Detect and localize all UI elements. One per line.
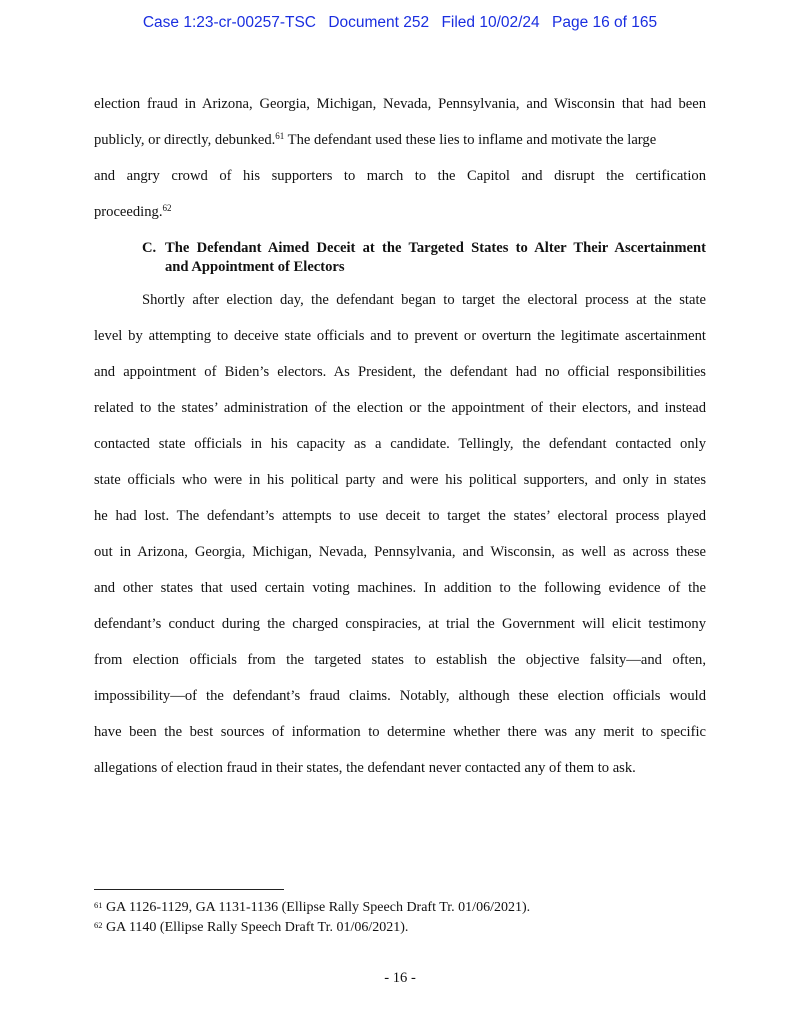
footnote-text: GA 1140 (Ellipse Rally Speech Draft Tr. 01/06/2021).	[102, 920, 409, 935]
text-span: publicly, or directly, debunked.	[94, 132, 276, 148]
footnote-number: 62	[94, 920, 103, 930]
footnote-ref-62: 62	[162, 203, 172, 213]
text-line: Shortly after election day, the defendant began to target the electoral process at the state	[142, 292, 706, 308]
footnote-text: GA 1126-1129, GA 1131-1136 (Ellipse Rally Speech Draft Tr. 01/06/2021).	[102, 900, 531, 915]
filed-date: Filed 10/02/24	[441, 14, 540, 31]
text-line: contacted state officials in his capacity as a candidate. Tellingly, the defendant contacted only	[94, 436, 706, 452]
section-title-line: The Defendant Aimed Deceit at the Targeted States to Alter Their Ascertainment	[165, 240, 706, 256]
text-line: and angry crowd of his supporters to march to the Capitol and disrupt the certification	[94, 168, 706, 184]
text-line: election fraud in Arizona, Georgia, Michigan, Nevada, Pennsylvania, and Wisconsin that had been	[94, 96, 706, 112]
footnote-61	[94, 899, 530, 917]
footnote-number: 61	[94, 900, 103, 910]
text-line: impossibility—of the defendant’s fraud claims. Notably, although these election officials would	[94, 688, 706, 704]
case-number: Case 1:23-cr-00257-TSC	[142, 14, 316, 31]
text-line: defendant’s conduct during the charged conspiracies, at trial the Government will elicit testimony	[94, 616, 706, 632]
case-header	[0, 14, 800, 32]
text-line: out in Arizona, Georgia, Michigan, Nevada, Pennsylvania, and Wisconsin, as well as across these	[94, 544, 706, 560]
footnote-62	[94, 919, 408, 937]
text-line: from election officials from the targeted states to establish the objective falsity—and often,	[94, 652, 706, 668]
text-line: and other states that used certain voting machines. In addition to the following evidence of the	[94, 580, 706, 596]
page-indicator: Page 16 of 165	[552, 14, 658, 31]
text-line: and appointment of Biden’s electors. As President, the defendant had no official responsibilities	[94, 364, 706, 380]
text-line	[94, 202, 171, 222]
text-span: proceeding.	[94, 204, 163, 220]
text-line: state officials who were in his political party and were his political supporters, and only in states	[94, 472, 706, 488]
text-line	[94, 130, 656, 150]
text-line: have been the best sources of information to determine whether there was any merit to specific	[94, 724, 706, 740]
text-line: he had lost. The defendant’s attempts to use deceit to target the states’ electoral process played	[94, 508, 706, 524]
page-number: - 16 -	[384, 970, 416, 986]
text-line: allegations of election fraud in their states, the defendant never contacted any of them to ask.	[94, 760, 636, 776]
footnote-divider	[94, 889, 284, 890]
section-title-line: and Appointment of Electors	[165, 259, 345, 275]
text-line: level by attempting to deceive state officials and to prevent or overturn the legitimate ascertainment	[94, 328, 706, 344]
footnote-ref-61: 61	[275, 131, 285, 141]
text-line: related to the states’ administration of the election or the appointment of their electors, and instead	[94, 400, 706, 416]
section-letter: C.	[142, 240, 157, 256]
text-span: The defendant used these lies to inflame and motivate the large	[284, 132, 657, 148]
document-number: Document 252	[328, 14, 430, 31]
